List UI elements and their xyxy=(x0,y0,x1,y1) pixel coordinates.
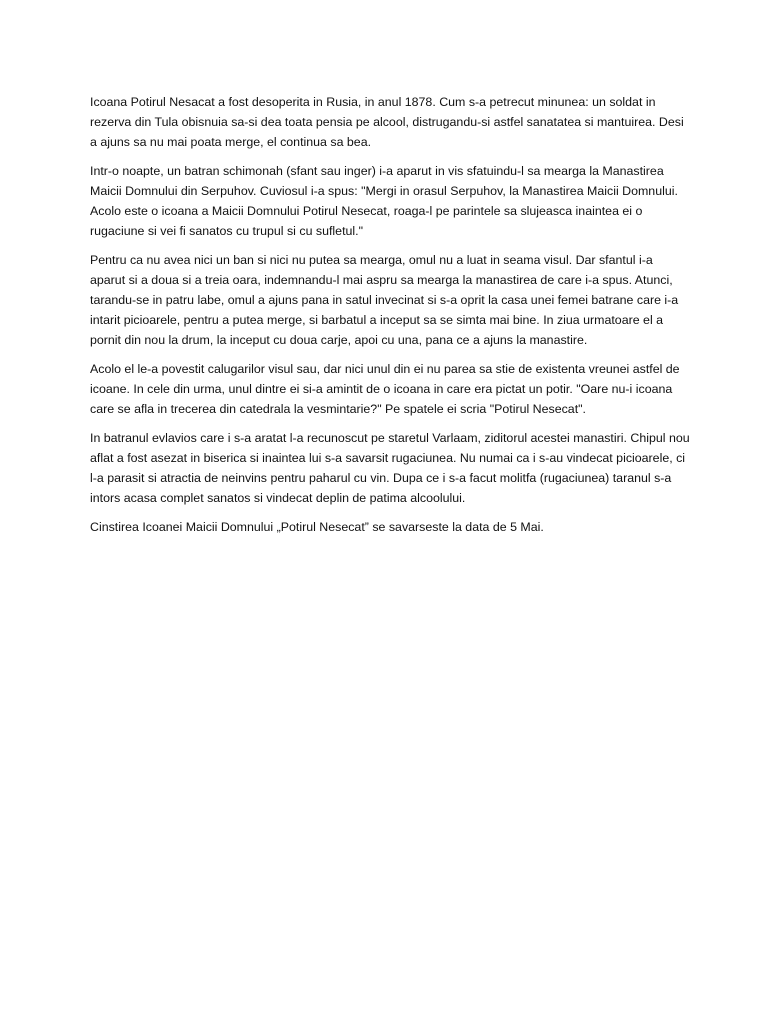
paragraph-6: Cinstirea Icoanei Maicii Domnului „Potirul Nesecat” se savarseste la data de 5 Mai. xyxy=(90,520,544,534)
paragraph-5: In batranul evlavios care i s-a aratat l-a recunoscut pe staretul Varlaam, ziditorul acestei manastiri. Chipul nou aflat a fost asezat in biserica si inaintea lui s-a savarsit rugaciunea. Nu numai ca i s-au vindecat picioarele, ci l-a parasit si atractia de neinvins pentru paharul cu vin. Dupa ce i s-a facut molitfa (rugaciunea) taranul s-a intors acasa complet sanatos si vindecat deplin de patima alcoolului. xyxy=(90,431,690,505)
paragraph-4: Acolo el le-a povestit calugarilor visul sau, dar nici unul din ei nu parea sa stie de existenta vreunei astfel de icoane. In cele din urma, unul dintre ei si-a amintit de o icoana in care era pictat un potir. "Oare nu-i icoana care se afla in trecerea din catedrala la vesmintarie?" Pe spatele ei scria "Potirul Nesecat". xyxy=(90,362,680,416)
document-page xyxy=(90,92,690,546)
paragraph-2: Intr-o noapte, un batran schimonah (sfant sau inger) i-a aparut in vis sfatuindu-l sa mearga la Manastirea Maicii Domnului din Serpuhov. Cuviosul i-a spus: "Mergi in orasul Serpuhov, la Manastirea Maicii Domnului. Acolo este o icoana a Maicii Domnului Potirul Nesecat, roaga-l pe parintele sa slujeasca inaintea ei o rugaciune si vei fi sanatos cu trupul si cu sufletul." xyxy=(90,164,678,238)
paragraph-1: Icoana Potirul Nesacat a fost desoperita in Rusia, in anul 1878. Cum s-a petrecut minunea: un soldat in rezerva din Tula obisnuia sa-si dea toata pensia pe alcool, distrugandu-si astfel sanatatea si mantuirea. Desi a ajuns sa nu mai poata merge, el continua sa bea. xyxy=(90,95,684,149)
paragraph-3: Pentru ca nu avea nici un ban si nici nu putea sa mearga, omul nu a luat in seama visul. Dar sfantul i-a aparut si a doua si a treia oara, indemnandu-l mai aspru sa mearga la manastirea de care i-a spus. Atunci, tarandu-se in patru labe, omul a ajuns pana in satul invecinat si s-a oprit la casa unei femei batrane care i-a intarit picioarele, pentru a putea merge, si barbatul a inceput sa se simta mai bine. In ziua urmatoare el a pornit din nou la drum, la inceput cu doua carje, apoi cu una, pana ce a ajuns la manastire. xyxy=(90,253,679,347)
